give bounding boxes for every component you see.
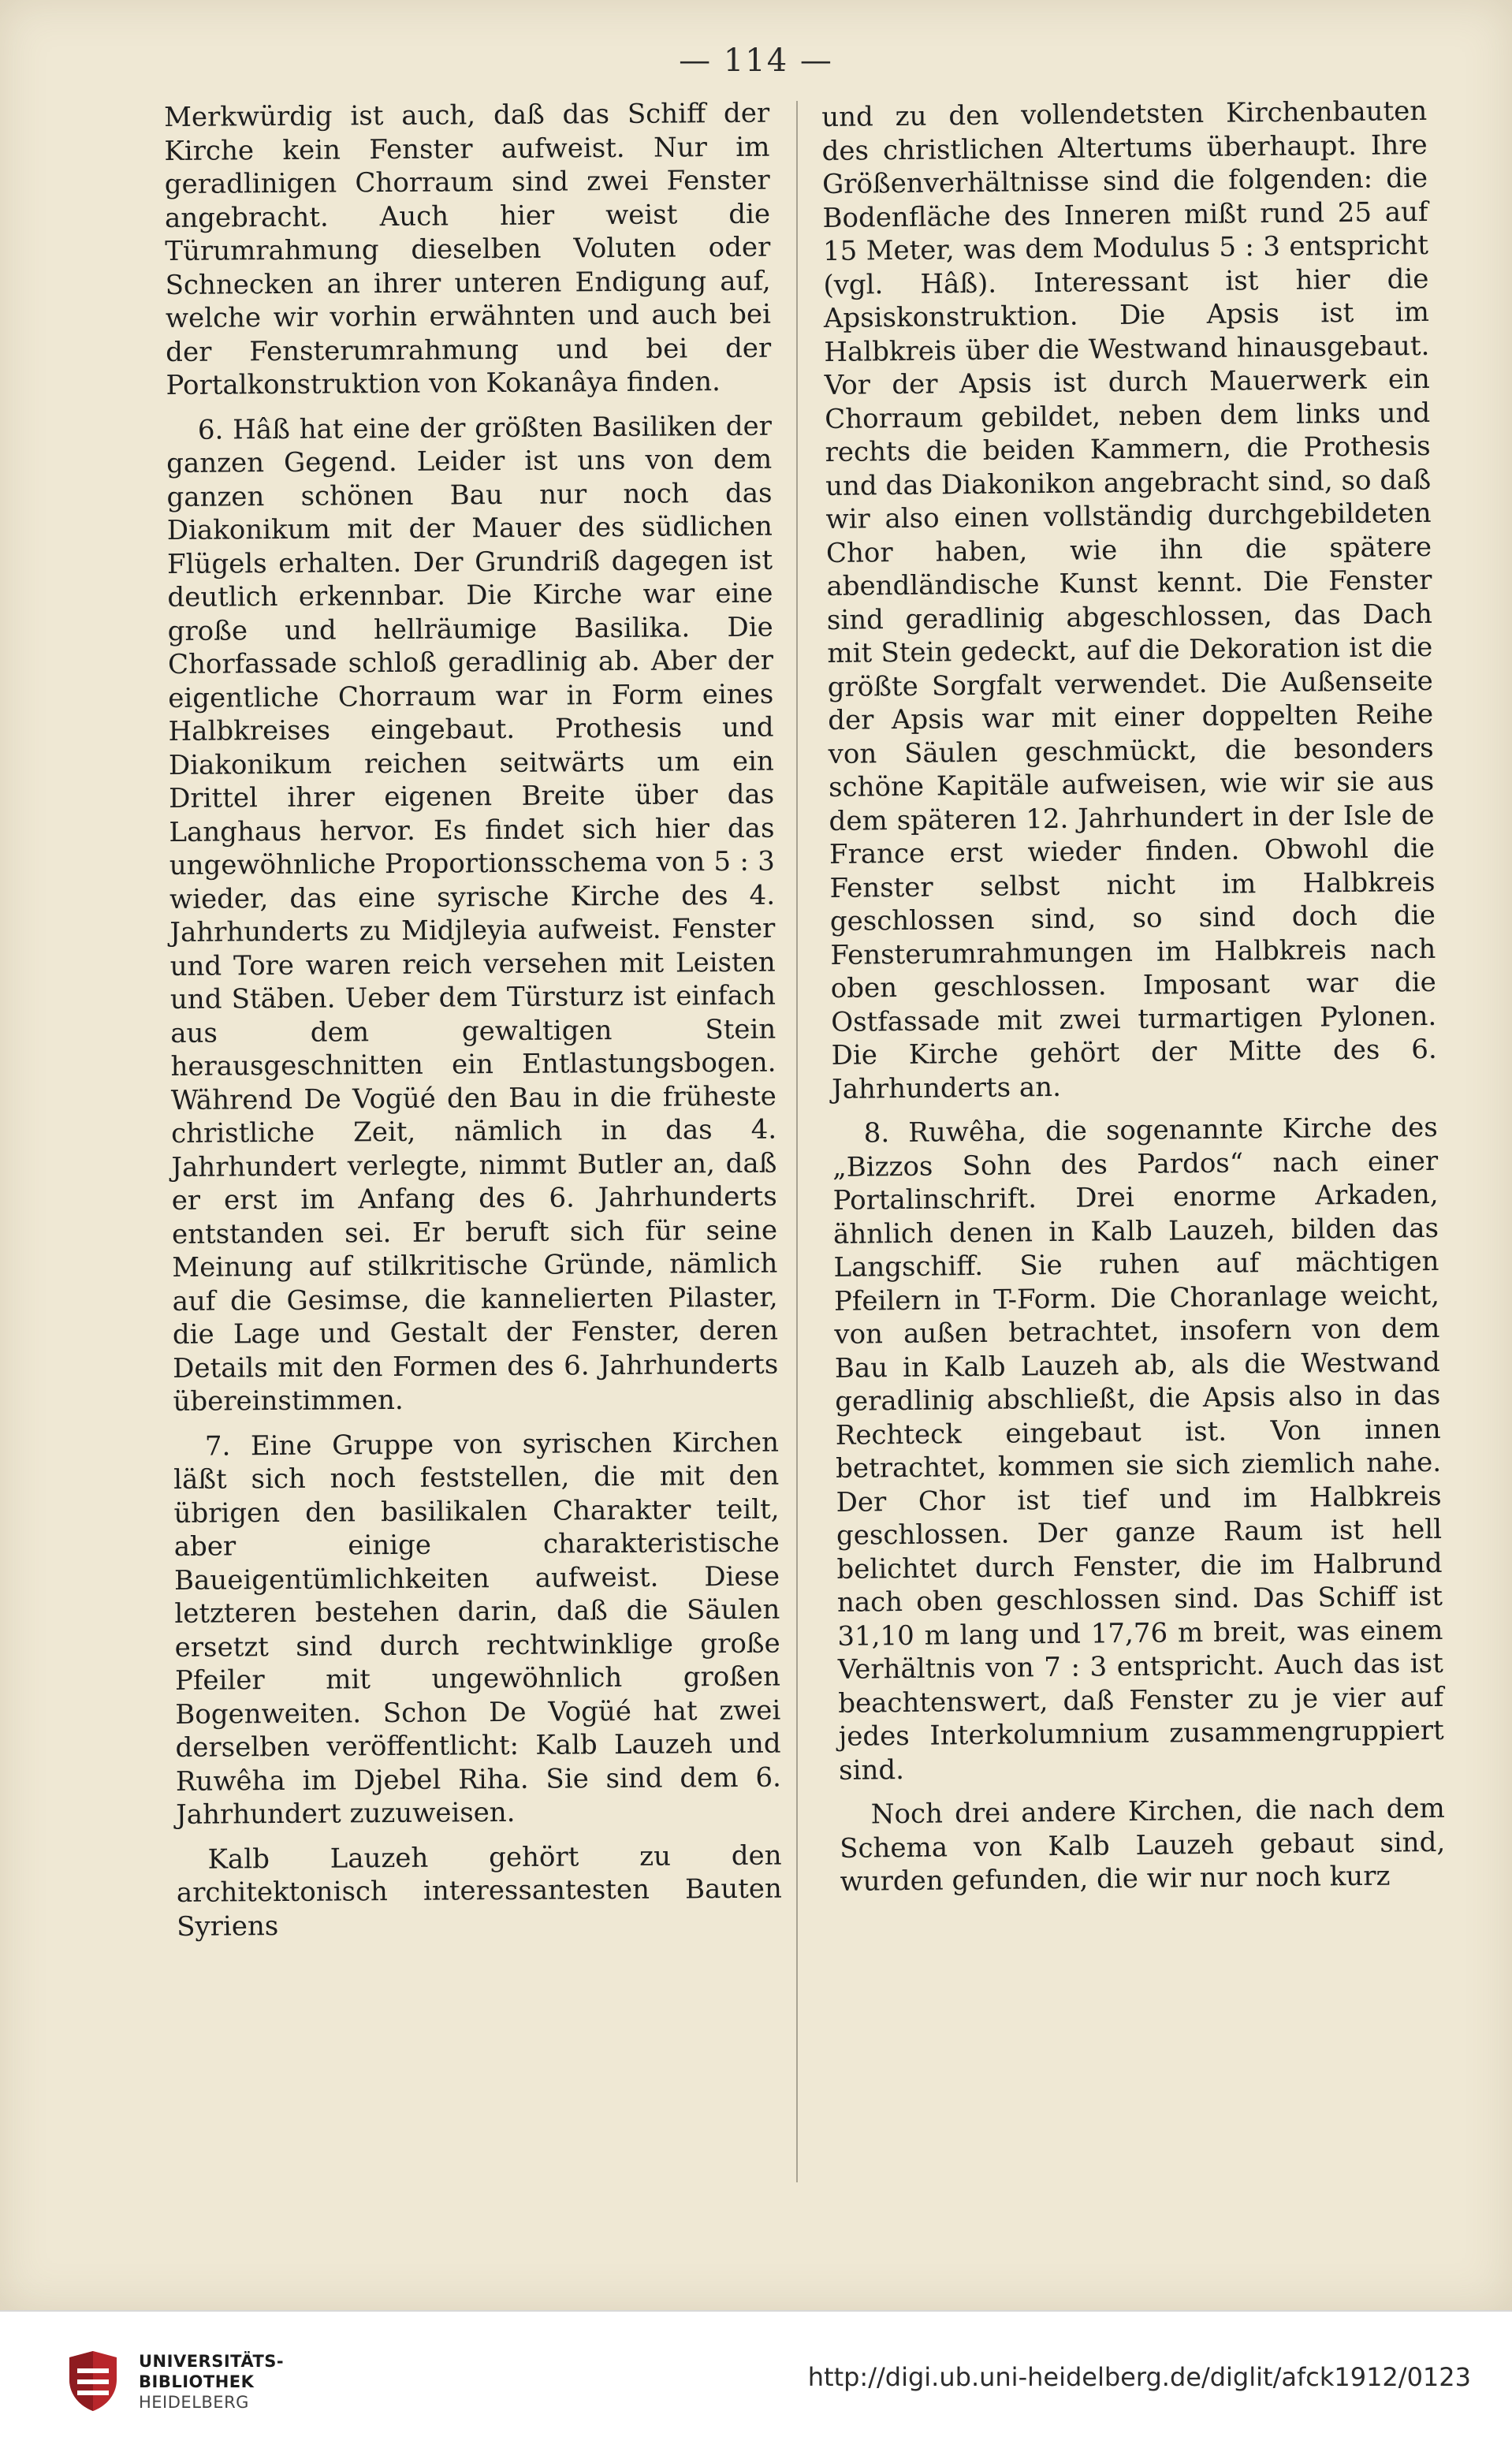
library-name (139, 2351, 284, 2413)
library-name-line: UNIVERSITÄTS- (139, 2352, 285, 2371)
library-name-line: HEIDELBERG (139, 2393, 249, 2412)
library-logo-icon (60, 2348, 126, 2414)
library-name-line: BIBLIOTHEK (139, 2372, 255, 2391)
source-url-link[interactable]: http://digi.ub.uni-heidelberg.de/diglit/afck1912/0123 (807, 2362, 1471, 2392)
right-text-column (821, 95, 1446, 1910)
paragraph: Kalb Lauzeh gehört zu den architektonisch interessantesten Bauten Syriens (176, 1839, 782, 1943)
paragraph: Noch drei andere Kirchen, die nach dem Schema von Kalb Lauzeh gebaut sind, wurden gefunden, die wir nur noch kurz (840, 1792, 1446, 1898)
paragraph: und zu den vollendetsten Kirchenbauten des christlichen Altertums überhaupt. Ihre Größenverhältnisse sind die folgenden: die Bodenfläche des Inneren mißt rund 25 auf 15 Meter, was dem Modulus 5 : 3 entspricht (vgl. Hâß). Interessant ist hier die Apsiskonstruktion. Die Apsis ist im Halbkreis über die Westwand hinausgebaut. Vor der Apsis ist durch Mauerwerk ein Chorraum gebildet, neben dem links und rechts die beiden Kammern, die Prothesis und das Diakonikon angebracht sind, so daß wir also einen vollständig durchgebildeten Chor haben, wie ihn die spätere abendländische Kunst kennt. Die Fenster sind geradlinig abgeschlossen, das Dach mit Stein gedeckt, auf die Dekoration ist die größte Sorgfalt verwendet. Die Außenseite der Apsis war mit einer doppelten Reihe von Säulen geschmückt, die besonders schöne Kapitäle aufweisen, wie wir sie aus dem späteren 12. Jahrhundert in der Isle de France erst wieder finden. Obwohl die Fenster selbst nicht im Halbkreis geschlossen sind, so sind doch die Fensterumrahmungen im Halbkreis nach oben geschlossen. Imposant war die Ostfassade mit zwei turmartigen Pylonen. Die Kirche gehört der Mitte des 6. Jahrhunderts an. (821, 95, 1437, 1105)
paragraph: 7. Eine Gruppe von syrischen Kirchen läßt sich noch feststellen, die mit den übrigen den basilikalen Charakter teilt, aber einige charakteristische Baueigentümlichkeiten aufweist. Diese letzteren bestehen darin, daß die Säulen ersetzt sind durch rechtwinklige große Pfeiler mit ungewöhnlich großen Bogenweiten. Schon De Vogüé hat zwei derselben veröffentlicht: Kalb Lauzeh und Ruwêha im Djebel Riha. Sie sind dem 6. Jahrhundert zuzuweisen. (173, 1426, 782, 1831)
column-divider (796, 101, 798, 2182)
page-number: — 114 — (679, 43, 833, 79)
paragraph: 6. Hâß hat eine der größten Basiliken der ganzen Gegend. Leider ist uns von dem ganzen schönen Bau nur noch das Diakonikum mit der Mauer des südlichen Flügels erhalten. Der Grundriß dagegen ist deutlich erkennbar. Die Kirche war eine große und hellräumige Basilika. Die Chorfassade schloß geradlinig ab. Aber der eigentliche Chorraum war in Form eines Halbkreises eingebaut. Prothesis und Diakonikum reichen seitwärts um ein Drittel ihrer eigenen Breite über das Langhaus hervor. Es findet sich hier das ungewöhnliche Proportionsschema von 5 : 3 wieder, das eine syrische Kirche des 4. Jahrhunderts zu Midjleyia aufweist. Fenster und Tore waren reich versehen mit Leisten und Stäben. Ueber dem Türsturz ist einfach aus dem gewaltigen Stein herausgeschnitten ein Entlastungsbogen. Während De Vogüé den Bau in die früheste christliche Zeit, nämlich in das 4. Jahrhundert verlegte, nimmt Butler an, daß er erst im Anfang des 6. Jahrhunderts entstanden sei. Er beruft sich für seine Meinung auf stilkritische Gründe, nämlich auf die Gesimse, die kannelierten Pilaster, die Lage und Gestalt der Fenster, deren Details mit den Formen des 6. Jahrhunderts übereinstimmen. (166, 410, 779, 1418)
left-text-column (164, 97, 782, 1955)
paragraph: Merkwürdig ist auch, daß das Schiff der Kirche kein Fenster aufweist. Nur im geradlinigen Chorraum sind zwei Fenster angebracht. Auch hier weist die Türumrahmung dieselben Voluten oder Schnecken an ihrer unteren Endigung auf, welche wir vorhin erwähnten und auch bei der Fensterumrahmung und bei der Portalkonstruktion von Kokanâya finden. (164, 97, 772, 401)
paragraph: 8. Ruwêha, die sogenannte Kirche des „Bizzos Sohn des Pardos“ nach einer Portalinschrift. Drei enorme Arkaden, ähnlich denen in Kalb Lauzeh, bilden das Langschiff. Sie ruhen auf mächtigen Pfeilern in T-Form. Die Choranlage weicht, von außen betrachtet, insofern von dem Bau in Kalb Lauzeh ab, als die Westwand geradlinig abschließt, die Apsis also in das Rechteck eingebaut ist. Von innen betrachtet, kommen sie sich ziemlich nahe. Der Chor ist tief und im Halbkreis geschlossen. Der ganze Raum ist hell belichtet durch Fenster, die im Halbrund nach oben geschlossen sind. Das Schiff ist 31,10 m lang und 17,76 m breit, was einem Verhältnis von 7 : 3 entspricht. Auch das ist beachtenswert, daß Fenster zu je vier auf jedes Interkolumnium zusammengruppiert sind. (832, 1111, 1444, 1787)
